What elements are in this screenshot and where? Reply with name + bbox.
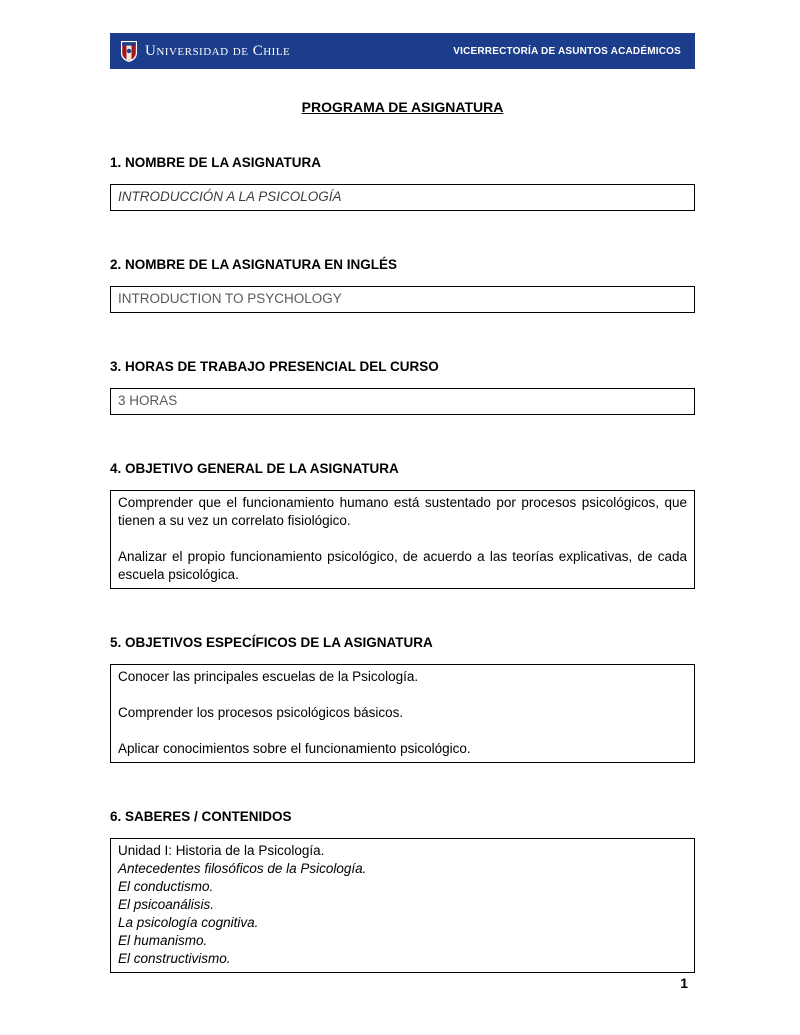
paragraph: Conocer las principales escuelas de la Psicología. (118, 669, 419, 684)
section-heading: 3. HORAS DE TRABAJO PRESENCIAL DEL CURSO (110, 359, 439, 374)
field-value: 3 HORAS (118, 393, 178, 408)
page-number: 1 (680, 975, 688, 991)
content-line: La psicología cognitiva. (118, 915, 259, 930)
section-nombre-ingles (110, 257, 695, 313)
section-nombre-asignatura (110, 155, 695, 211)
content-line: El constructivismo. (118, 951, 231, 966)
content-line: El humanismo. (118, 933, 208, 948)
section-heading: 1. NOMBRE DE LA ASIGNATURA (110, 155, 322, 170)
content-line: Unidad I: Historia de la Psicología. (118, 843, 325, 858)
vicerrectoria-label: VICERRECTORÍA DE ASUNTOS ACADÉMICOS (453, 45, 681, 57)
paragraph: Aplicar conocimientos sobre el funcionamiento psicológico. (118, 741, 471, 756)
section-heading: 2. NOMBRE DE LA ASIGNATURA EN INGLÉS (110, 257, 398, 272)
content-line: El psicoanálisis. (118, 897, 215, 912)
paragraph: Comprender que el funcionamiento humano está sustentado por procesos psicológicos, que tienen a su vez un correlato fisiológico. (118, 495, 687, 528)
content-box (110, 490, 695, 589)
section-horas-presencial (110, 359, 695, 415)
university-name: Universidad de Chile (145, 42, 291, 59)
content-box (110, 838, 695, 973)
section-heading: 6. SABERES / CONTENIDOS (110, 809, 292, 824)
content-box (110, 664, 695, 763)
content-box (110, 286, 695, 313)
section-heading: 4. OBJETIVO GENERAL DE LA ASIGNATURA (110, 461, 399, 476)
content-box (110, 184, 695, 211)
section-heading: 5. OBJETIVOS ESPECÍFICOS DE LA ASIGNATURA (110, 635, 433, 650)
content-line: Antecedentes filosóficos de la Psicología. (118, 861, 367, 876)
header-banner (110, 33, 695, 69)
paragraph: Comprender los procesos psicológicos básicos. (118, 705, 404, 720)
section-objetivos-especificos (110, 635, 695, 763)
field-value: INTRODUCCIÓN A LA PSICOLOGÍA (118, 189, 342, 204)
university-shield-icon (120, 39, 138, 63)
content-line: El conductismo. (118, 879, 214, 894)
field-value: INTRODUCTION TO PSYCHOLOGY (118, 291, 342, 306)
header-left-group (120, 39, 290, 63)
page-title: PROGRAMA DE ASIGNATURA (301, 99, 504, 115)
paragraph: Analizar el propio funcionamiento psicológico, de acuerdo a las teorías explicativas, de cada escuela psicológica. (118, 549, 687, 582)
section-saberes-contenidos (110, 809, 695, 973)
section-objetivo-general (110, 461, 695, 589)
content-box (110, 388, 695, 415)
